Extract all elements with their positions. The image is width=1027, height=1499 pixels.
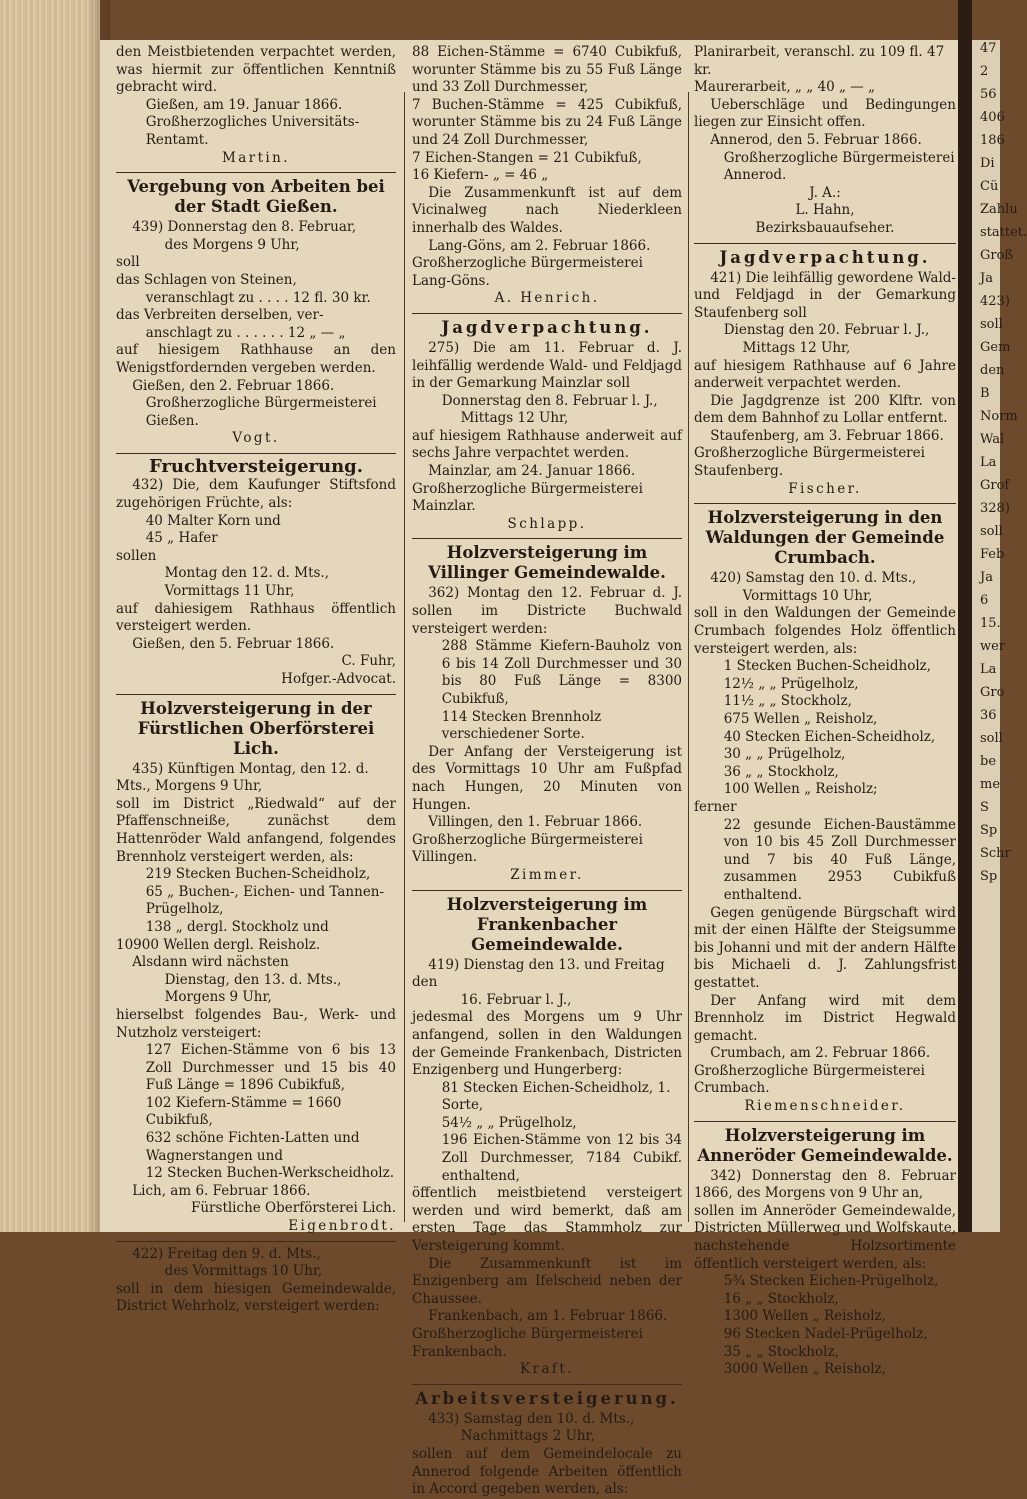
- separator: [116, 694, 396, 695]
- notice-authority: Großherzogliche Bürgermeisterei Lang-Göns.: [412, 255, 643, 289]
- notice-signature: Fischer.: [788, 480, 862, 497]
- notice-275: [412, 318, 682, 534]
- next-page-fragment: wer: [980, 639, 1006, 654]
- notice-text: des Morgens 9 Uhr,: [164, 236, 300, 253]
- notice-text: des Vormittags 10 Uhr,: [164, 1263, 323, 1280]
- list-item: 127 Eichen-Stämme von 6 bis 13 Zoll Durchmesser und 15 bis 40 Fuß Länge = 1896 Cubikfuß,: [145, 1042, 396, 1094]
- separator: [412, 890, 682, 891]
- notice-authority: Großherzogliches Universitäts-Rentamt.: [145, 114, 360, 148]
- list-item: 12½ „ „ Prügelholz,: [723, 675, 859, 692]
- notice-text: Der Anfang der Versteigerung ist des Vormittags 10 Uhr am Fußpfad nach Hungen, 20 Minuten von Hungen.: [412, 743, 682, 813]
- notice-heading: Vergebung von Arbeiten bei der Stadt Gießen.: [127, 177, 385, 217]
- next-page-fragment: Di: [980, 156, 995, 171]
- notice-text: Nachmittags 2 Uhr,: [460, 1428, 595, 1445]
- notice-authority: Großherzogliche Bürgermeisterei Villingen.: [412, 831, 643, 866]
- next-page-fragment: B: [980, 386, 990, 401]
- notice-signature-title: Hofger.-Advocat.: [281, 671, 396, 687]
- list-item: 81 Stecken Eichen-Scheidholz, 1. Sorte,: [441, 1079, 671, 1114]
- notice-signature: Schlapp.: [507, 515, 587, 532]
- next-page-fragment: La: [980, 662, 997, 677]
- next-page-fragment: 15.: [980, 616, 1001, 631]
- notice-date: Lang-Göns, am 2. Februar 1866.: [428, 237, 651, 254]
- list-item: 16 Kiefern- „ = 46 „: [412, 167, 549, 184]
- notice-text: 45 „ Hafer: [145, 530, 218, 547]
- list-item: 114 Stecken Brennholz verschiedener Sorte.: [441, 708, 602, 743]
- notice-signature: Vogt.: [232, 430, 280, 447]
- notice-text: soll in den Waldungen der Gemeinde Crumbach folgendes Holz öffentlich versteigert werden, als:: [694, 605, 956, 657]
- notice-text: soll: [116, 254, 140, 271]
- column-left: [116, 44, 396, 1315]
- notice-date: Villingen, den 1. Februar 1866.: [428, 814, 643, 831]
- notice-text: 275) Die am 11. Februar d. J. leihfällig werdende Wald- und Feldjagd in der Gemarkung Mainzlar soll: [412, 339, 682, 392]
- notice-text: Morgens 9 Uhr,: [164, 989, 272, 1006]
- next-page-fragment: S: [980, 800, 989, 815]
- next-page-edge: [972, 40, 1027, 1232]
- notice-text: Ueberschläge und Bedingungen liegen zur Einsicht offen.: [694, 96, 956, 131]
- list-item: 219 Stecken Buchen-Scheidholz,: [145, 866, 371, 883]
- notice-text: jedesmal des Morgens um 9 Uhr anfangend, sollen in den Waldungen der Gemeinde Frankenbach, Districten Enzigenberg und Hungerberg:: [412, 1009, 682, 1079]
- next-page-fragment: 406: [980, 110, 1005, 125]
- notice-heading: Arbeitsversteigerung.: [415, 1388, 679, 1408]
- next-page-fragment: 328): [980, 501, 1010, 516]
- notice-text: 432) Die, dem Kaufunger Stiftsfond zugehörigen Früchte, als:: [116, 477, 396, 512]
- notice-text: Alsdann wird nächsten: [132, 954, 289, 971]
- next-page-fragment: Norm: [980, 409, 1018, 424]
- next-page-fragment: 6: [980, 593, 989, 608]
- notice-text: 421) Die leihfällig gewordene Wald- und Feldjagd in der Gemarkung Staufenberg soll: [694, 269, 956, 321]
- list-item: 102 Kiefern-Stämme = 1660 Cubikfuß,: [145, 1094, 342, 1129]
- notice-420: [694, 508, 956, 1115]
- list-item: 54½ „ „ Prügelholz,: [441, 1114, 577, 1131]
- notice-signature: Riemenschneider.: [744, 1098, 906, 1115]
- notice-text: 433) Samstag den 10. d. Mts.,: [428, 1410, 635, 1427]
- next-page-fragment: stattet.: [980, 225, 1027, 240]
- notice-authority: Großherzogliche Bürgermeisterei Crumbach.: [694, 1062, 925, 1097]
- list-item: 65 „ Buchen-, Eichen- und Tannen-Prügelholz,: [145, 883, 385, 918]
- notice-signature: A. Henrich.: [494, 290, 600, 307]
- next-page-fragment: Zahlu: [980, 202, 1018, 217]
- notice-signature: Kraft.: [520, 1361, 574, 1378]
- list-item: 1 Stecken Buchen-Scheidholz,: [723, 658, 932, 675]
- notice-heading: Holzversteigerung in der Fürstlichen Oberförsterei Lich.: [137, 698, 375, 758]
- separator: [412, 1384, 682, 1385]
- notice-date: Gießen, den 5. Februar 1866.: [132, 635, 335, 652]
- notice-435: [116, 699, 396, 1236]
- next-page-fragment: Sp: [980, 823, 998, 838]
- list-item: 5¾ Stecken Eichen-Prügelholz,: [723, 1273, 939, 1290]
- notice-text: Die Jagdgrenze ist 200 Klftr. von dem dem Bahnhof zu Lollar entfernt.: [694, 392, 956, 427]
- list-item: 22 gesunde Eichen-Baustämme von 10 bis 45 Zoll Durchmesser und 7 bis 40 Fuß Länge, zusammen 2953 Cubikfuß enthaltend.: [723, 816, 956, 903]
- notice-authority: Großherzogliche Bürgermeisterei Mainzlar.: [412, 480, 643, 515]
- notice-text: 420) Samstag den 10. d. Mts.,: [710, 570, 917, 587]
- notice-text: soll in dem hiesigen Gemeindewalde, District Wehrholz, versteigert werden:: [116, 1280, 396, 1315]
- next-page-fragment: 186: [980, 133, 1005, 148]
- notice-text: 40 Malter Korn und: [145, 512, 281, 529]
- notice-text: Vormittags 10 Uhr,: [742, 587, 873, 604]
- separator: [116, 172, 396, 173]
- notice-text: Vormittags 11 Uhr,: [164, 583, 295, 600]
- notice-text: Donnerstag den 8. Februar l. J.,: [441, 392, 658, 409]
- book-spine-edge: [0, 0, 100, 1232]
- notice-date: Gießen, am 19. Januar 1866.: [145, 96, 343, 113]
- separator: [412, 538, 682, 539]
- notice-text: das Verbreiten derselben, ver-: [116, 307, 324, 324]
- notice-text: Der Anfang wird mit dem Brennholz im District Hegwald gemacht.: [694, 992, 956, 1044]
- notice-date: Annerod, den 5. Februar 1866.: [710, 131, 922, 148]
- notice-signature: Martin.: [221, 149, 291, 166]
- next-page-fragment: Schr: [980, 846, 1011, 861]
- list-item: 100 Wellen „ Reisholz;: [723, 781, 878, 798]
- next-page-fragment: be: [980, 754, 997, 769]
- notice-362: [412, 543, 682, 884]
- next-page-fragment: Ja: [980, 271, 993, 286]
- next-page-fragment: Gro: [980, 685, 1005, 700]
- notice-date: Gießen, den 2. Februar 1866.: [132, 377, 335, 394]
- separator: [116, 1241, 396, 1242]
- column-rule-2: [688, 92, 689, 1222]
- list-item: 7 Buchen-Stämme = 425 Cubikfuß, worunter Stämme bis zu 24 Fuß Länge und 24 Zoll Durchmesser,: [412, 96, 682, 148]
- list-item: 96 Stecken Nadel-Prügelholz,: [723, 1326, 928, 1342]
- notice-heading: Jagdverpachtung.: [441, 317, 653, 337]
- notice-text: anschlagt zu . . . . . . 12 „ — „: [145, 324, 346, 341]
- notice-text: veranschlagt zu . . . . 12 fl. 30 kr.: [145, 289, 371, 306]
- list-item: 40 Stecken Eichen-Scheidholz,: [723, 728, 936, 745]
- next-page-fragment: me: [980, 777, 1001, 792]
- notice-text: 439) Donnerstag den 8. Februar,: [132, 219, 357, 236]
- notice-432: [116, 455, 396, 689]
- notice-text: auf dahiesigem Rathhaus öffentlich versteigert werden.: [116, 600, 396, 635]
- notice-date: Mainzlar, am 24. Januar 1866.: [428, 463, 636, 480]
- separator: [694, 503, 956, 504]
- notice-heading: Holzversteigerung im Villinger Gemeindewalde.: [428, 543, 666, 583]
- separator: [116, 453, 396, 454]
- next-page-fragment: 423): [980, 294, 1010, 309]
- notice-433: [412, 1389, 682, 1499]
- list-item: Maurerarbeit, „ „ 40 „ — „: [694, 79, 876, 96]
- notice-text: Die Zusammenkunft ist auf dem Vicinalweg nach Niederkleen innerhalb des Waldes.: [412, 184, 682, 236]
- next-page-fragment: Wal: [980, 432, 1005, 447]
- notice-signature: L. Hahn,: [795, 202, 855, 219]
- next-page-fragment: 47: [980, 41, 997, 56]
- list-item: 12 Stecken Buchen-Werkscheidholz.: [145, 1165, 394, 1182]
- list-item: 3000 Wellen „ Reisholz,: [723, 1361, 886, 1378]
- next-page-fragment: 2: [980, 64, 989, 79]
- notice-text: Dienstag, den 13. d. Mts.,: [164, 971, 342, 988]
- list-item: 36 „ „ Stockholz,: [723, 763, 839, 780]
- separator: [412, 313, 682, 314]
- list-item: 288 Stämme Kiefern-Bauholz von 6 bis 14 Zoll Durchmesser und 30 bis 80 Fuß Länge = 8300 Cubikfuß,: [441, 638, 682, 707]
- notice-text: Montag den 12. d. Mts.,: [164, 565, 330, 582]
- notice-422: [116, 1246, 396, 1316]
- notice-heading: Holzversteigerung in den Waldungen der Gemeinde Crumbach.: [705, 508, 945, 568]
- notice-signature-title: Bezirksbauaufseher.: [755, 219, 895, 236]
- column-right: [694, 44, 956, 1378]
- list-item: 11½ „ „ Stockholz,: [723, 693, 852, 710]
- next-page-fragment: Feb: [980, 547, 1005, 562]
- notice-text: 16. Februar l. J.,: [460, 991, 572, 1008]
- notice-signature: Eigenbrodt.: [288, 1218, 396, 1235]
- notice-419: [412, 895, 682, 1379]
- next-page-fragment: soll: [980, 524, 1003, 539]
- notice-text: sollen im Anneröder Gemeindewalde, Districten Müllerweg und Wolfskaute, nachstehende Holzsortimente öffentlich versteigert werden, als:: [694, 1202, 956, 1272]
- notice-authority: Großherzogliche Bürgermeisterei Gießen.: [145, 395, 377, 429]
- notice-heading: Fruchtversteigerung.: [148, 455, 364, 477]
- notice-text: Die Zusammenkunft ist im Enzigenberg am Ifelscheid neben der Chaussee.: [412, 1255, 682, 1307]
- list-item: 88 Eichen-Stämme = 6740 Cubikfuß, worunter Stämme bis zu 55 Fuß Länge und 33 Zoll Durchmesser,: [412, 44, 682, 96]
- next-page-fragment: Grof: [980, 478, 1010, 493]
- notice-text: öffentlich meistbietend versteigert werden und wird bemerkt, daß am ersten Tage das Stammholz zur Versteigerung kommt.: [412, 1185, 682, 1255]
- next-page-fragment: 36: [980, 708, 997, 723]
- notice-342: [694, 1126, 956, 1379]
- column-middle: [412, 44, 682, 1498]
- next-page-fragment: Groß: [980, 248, 1014, 263]
- notice-date: Lich, am 6. Februar 1866.: [132, 1182, 311, 1199]
- notice-text: Dienstag den 20. Februar l. J.,: [723, 322, 930, 339]
- notice-ja: J. A.:: [809, 184, 841, 201]
- notice-text: auf hiesigem Rathhause anderweit auf sechs Jahre verpachtet werden.: [412, 427, 682, 462]
- notice-text: 342) Donnerstag den 8. Februar 1866, des Morgens von 9 Uhr an,: [694, 1167, 956, 1202]
- notice-text: auf hiesigem Rathhause an den Wenigstfordernden vergeben werden.: [116, 342, 396, 376]
- notice-authority: Großherzogliche Bürgermeisterei Frankenbach.: [412, 1326, 643, 1360]
- notice-text: soll im District „Riedwald“ auf der Pfaffenschneiße, zunächst dem Hattenröder Wald anfangend, folgendes Brennholz versteigert werden, als:: [116, 795, 396, 865]
- separator: [694, 1121, 956, 1122]
- notice-text: 362) Montag den 12. Februar d. J. sollen im Districte Buchwald versteigert werden:: [412, 585, 682, 637]
- list-item: 35 „ „ Stockholz,: [723, 1343, 839, 1360]
- notice-text: 422) Freitag den 9. d. Mts.,: [132, 1245, 321, 1262]
- notice-text: das Schlagen von Steinen,: [116, 271, 297, 288]
- list-item: 675 Wellen „ Reisholz,: [723, 711, 878, 727]
- list-item: 10900 Wellen dergl. Reisholz.: [116, 936, 321, 953]
- column-rule-1: [404, 92, 405, 1222]
- carryover-text: den Meistbietenden verpachtet werden, was hiermit zur öffentlichen Kenntniß gebracht wird.: [116, 44, 396, 96]
- next-page-fragment: soll: [980, 317, 1003, 332]
- next-page-fragment: Cü: [980, 179, 999, 194]
- next-page-fragment: 56: [980, 87, 997, 102]
- notice-text: 435) Künftigen Montag, den 12. d. Mts., Morgens 9 Uhr,: [116, 760, 369, 795]
- next-page-fragment: Gem: [980, 340, 1011, 355]
- next-page-fragment: den: [980, 363, 1005, 378]
- list-item: 1300 Wellen „ Reisholz,: [723, 1308, 886, 1325]
- notice-heading: Holzversteigerung im Frankenbacher Gemeindewalde.: [446, 894, 648, 954]
- notice-heading: Jagdverpachtung.: [719, 247, 931, 267]
- notice-date: Crumbach, am 2. Februar 1866.: [710, 1045, 931, 1062]
- notice-text: Mittags 12 Uhr,: [460, 410, 569, 427]
- list-item: 138 „ dergl. Stockholz und: [145, 918, 329, 935]
- notice-authority: Großherzogliche Bürgermeisterei Annerod.: [723, 149, 955, 184]
- notice-authority: Großherzogliche Bürgermeisterei Staufenberg.: [694, 445, 925, 480]
- notice-text: Gegen genügende Bürgschaft wird mit der einen Hälfte der Steigsumme bis Johanni und mit der andern Hälfte bis Michaeli d. J. Zahlungsfrist gestattet.: [694, 904, 956, 991]
- notice-text: ferner: [694, 798, 737, 815]
- notice-signature: C. Fuhr,: [341, 653, 396, 670]
- next-page-fragment: Sp: [980, 869, 998, 884]
- notice-text: Mittags 12 Uhr,: [742, 339, 851, 356]
- notice-text: hierselbst folgendes Bau-, Werk- und Nutzholz versteigert:: [116, 1006, 396, 1041]
- list-item: 7 Eichen-Stangen = 21 Cubikfuß,: [412, 149, 642, 166]
- list-item: 632 schöne Fichten-Latten und Wagnerstangen und: [145, 1130, 360, 1164]
- separator: [694, 243, 956, 244]
- notice-text: auf hiesigem Rathhause auf 6 Jahre anderweit verpachtet werden.: [694, 357, 956, 392]
- notice-421: [694, 248, 956, 499]
- list-item: 196 Eichen-Stämme von 12 bis 34 Zoll Durchmesser, 7184 Cubikf. enthaltend,: [441, 1132, 682, 1184]
- next-page-fragment: La: [980, 455, 997, 470]
- book-gutter: [958, 0, 972, 1232]
- next-page-fragment: Ja: [980, 570, 993, 585]
- notice-text: 419) Dienstag den 13. und Freitag den: [412, 956, 665, 991]
- notice-text: sollen auf dem Gemeindelocale zu Annerod folgende Arbeiten öffentlich in Accord gegeben werden, als:: [412, 1445, 682, 1498]
- list-item: 16 „ „ Stockholz,: [723, 1290, 839, 1307]
- notice-439: [116, 177, 396, 448]
- list-item: 30 „ „ Prügelholz,: [723, 746, 846, 763]
- notice-date: Staufenberg, am 3. Februar 1866.: [710, 427, 944, 444]
- next-page-fragment: soll: [980, 731, 1003, 746]
- list-item: Planirarbeit, veranschl. zu 109 fl. 47 kr.: [694, 44, 945, 78]
- notice-authority: Fürstliche Oberförsterei Lich.: [191, 1200, 396, 1217]
- notice-date: Frankenbach, am 1. Februar 1866.: [428, 1308, 668, 1325]
- notice-heading: Holzversteigerung im Anneröder Gemeindewalde.: [697, 1125, 953, 1165]
- notice-text: sollen: [116, 547, 157, 564]
- notice-signature: Zimmer.: [510, 866, 584, 883]
